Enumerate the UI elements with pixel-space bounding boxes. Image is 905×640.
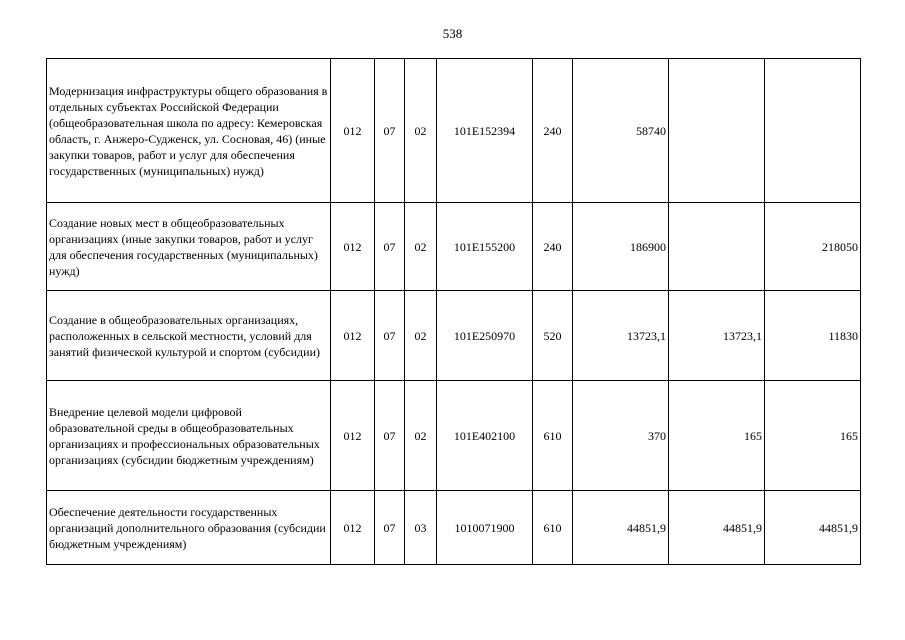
table-row [47,291,861,381]
section-code: 07 [375,203,405,291]
subsection-code: 02 [405,291,437,381]
amount-1: 186900 [573,203,669,291]
expense-type-code: 240 [533,203,573,291]
row-name: Создание новых мест в общеобразовательных организациях (иные закупки товаров, работ и услуг для обеспечения государственных (муниципальных) нужд) [47,203,331,291]
ministry-code: 012 [331,291,375,381]
table-row [47,203,861,291]
amount-2 [669,59,765,203]
amount-2: 44851,9 [669,491,765,565]
ministry-code: 012 [331,59,375,203]
budget-table [46,58,861,565]
ministry-code: 012 [331,491,375,565]
amount-2 [669,203,765,291]
table-row [47,491,861,565]
amount-3: 165 [765,381,861,491]
ministry-code: 012 [331,203,375,291]
table-row [47,59,861,203]
section-code: 07 [375,381,405,491]
subsection-code: 02 [405,381,437,491]
expense-type-code: 610 [533,491,573,565]
target-article-code: 101E152394 [437,59,533,203]
amount-1: 13723,1 [573,291,669,381]
amount-3: 11830 [765,291,861,381]
subsection-code: 02 [405,203,437,291]
section-code: 07 [375,59,405,203]
target-article-code: 101E402100 [437,381,533,491]
row-name: Создание в общеобразовательных организациях, расположенных в сельской местности, условий для занятий физической культурой и спортом (субсидии) [47,291,331,381]
amount-3: 218050 [765,203,861,291]
section-code: 07 [375,491,405,565]
amount-1: 44851,9 [573,491,669,565]
amount-3 [765,59,861,203]
target-article-code: 101E250970 [437,291,533,381]
row-name: Обеспечение деятельности государственных организаций дополнительного образования (субсидии бюджетным учреждениям) [47,491,331,565]
page-number: 538 [442,26,463,41]
subsection-code: 02 [405,59,437,203]
target-article-code: 101E155200 [437,203,533,291]
row-name: Модернизация инфраструктуры общего образования в отдельных субъектах Российской Федерации (общеобразовательная школа по адресу: Кемеровская область, г. Анжеро-Судженск, ул. Сосновая, 46) (иные закупки товаров, работ и услуг для обеспечения государственных (муниципальных) нужд) [47,59,331,203]
table-row [47,381,861,491]
expense-type-code: 520 [533,291,573,381]
section-code: 07 [375,291,405,381]
row-name: Внедрение целевой модели цифровой образовательной среды в общеобразовательных организациях и профессиональных образовательных организациях (субсидии бюджетным учреждениям) [47,381,331,491]
amount-3: 44851,9 [765,491,861,565]
amount-2: 13723,1 [669,291,765,381]
amount-1: 58740 [573,59,669,203]
expense-type-code: 610 [533,381,573,491]
amount-1: 370 [573,381,669,491]
expense-type-code: 240 [533,59,573,203]
amount-2: 165 [669,381,765,491]
target-article-code: 1010071900 [437,491,533,565]
ministry-code: 012 [331,381,375,491]
subsection-code: 03 [405,491,437,565]
